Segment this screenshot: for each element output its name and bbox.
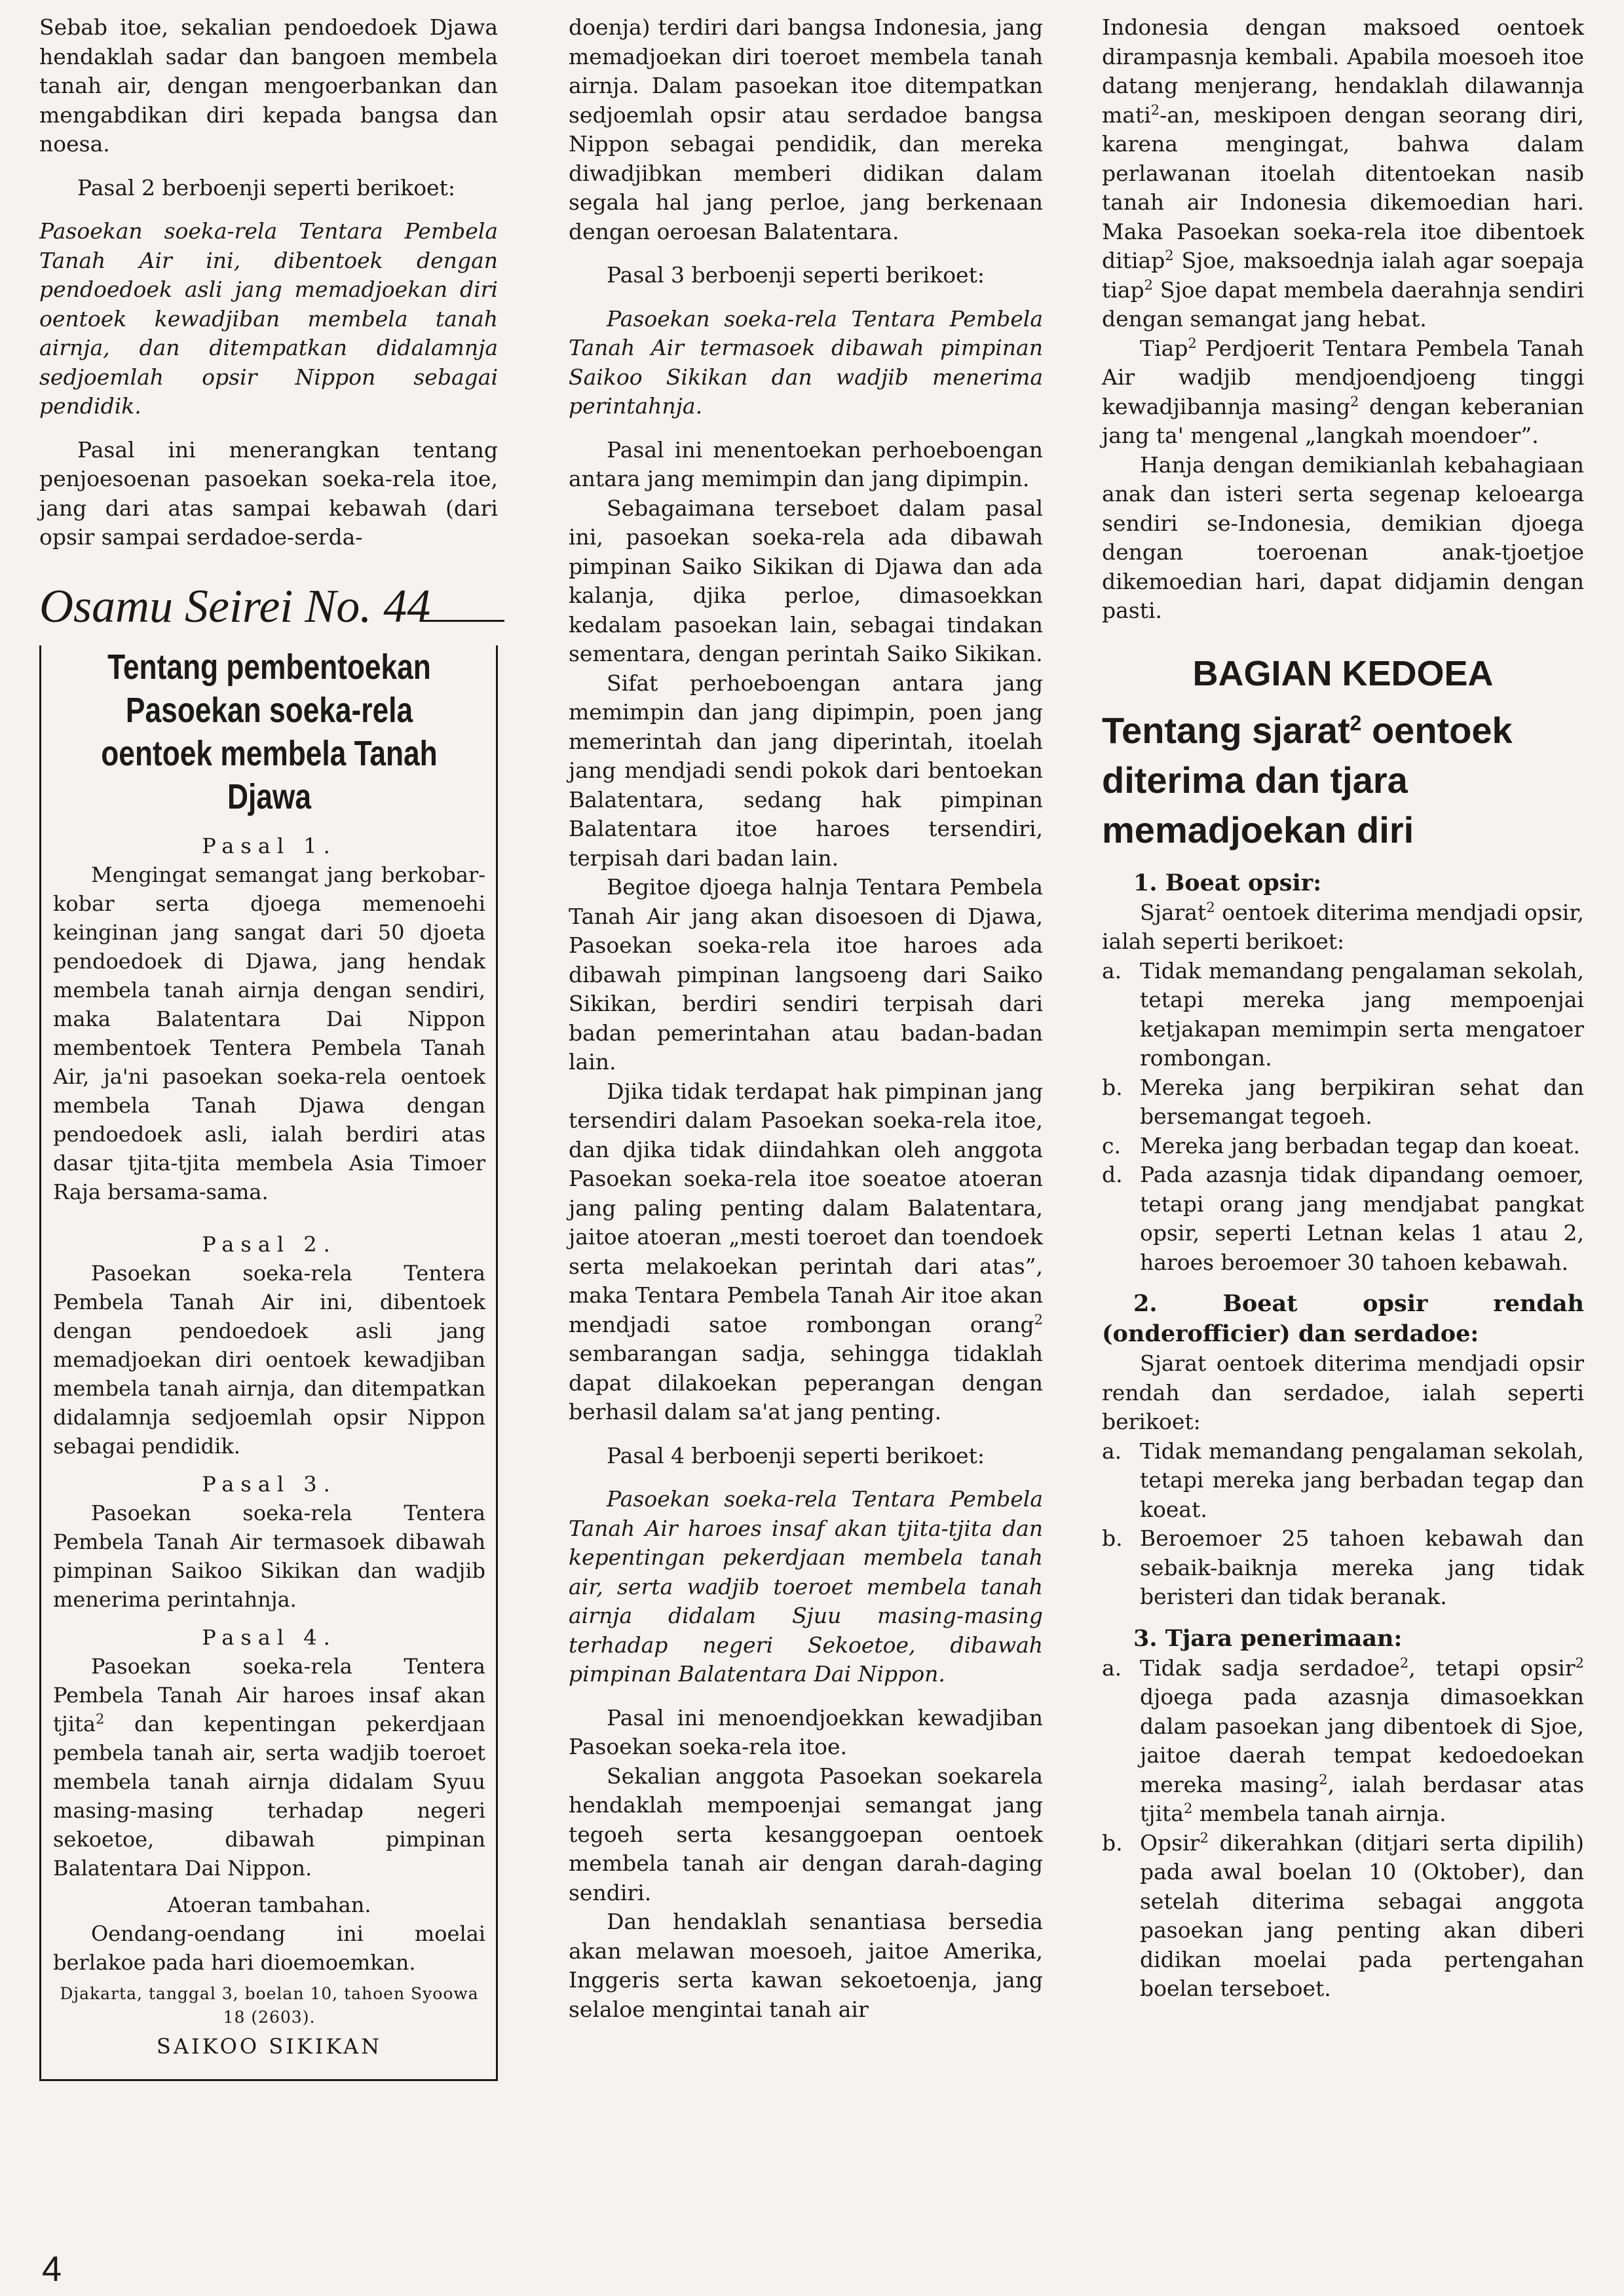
tambahan-label: Atoeran tambahan.	[167, 1892, 371, 1917]
list-text: Mereka jang berpikiran sehat dan bersemangat tegoeh.	[1140, 1074, 1584, 1129]
list-marker: b.	[1102, 1525, 1123, 1551]
pasal-text: Pasoekan soeka-rela Tentera Pembela Tanah Air haroes insaf akan tjita$^2$ dan kepentingan pekerdjaan pembela tanah air, serta wadjib toeroet membela tanah airnja didalam Syuu masing-masing terhadap negeri sekoetoe, dibawah pimpinan Balatentara Dai Nippon.	[53, 1653, 485, 1881]
decree-signature: SAIKOO SIKIKAN	[156, 2033, 383, 2059]
pasal-label: Pasal 1.	[202, 833, 337, 858]
list-item	[1102, 957, 1584, 1073]
paragraph: Djika tidak terdapat hak pimpinan jang tersendiri dalam Pasoekan soeka-rela itoe, dan djika tidak diindahkan oleh anggota Pasoekan soeka-rela itoe soeatoe atoeran jang paling penting dalam Balatentara, jaitoe atoeran „mesti toeroet dan toendoek serta melakoekan perintah dari atas”, maka Tentara Pembela Tanah Air itoe akan mendjadi satoe rombongan orang$^2$ sembarangan sadja, sehingga tidaklah dapat dilakoekan peperangan dengan berhasil dalam sa'at jang penting.	[569, 1078, 1043, 1425]
paragraph: Pasal 2 berboenji seperti berikoet:	[77, 174, 455, 201]
paragraph: Pasal ini menentoekan perhoeboengan antara jang memimpin dan jang dipimpin.	[569, 436, 1043, 491]
list-item	[1102, 1524, 1584, 1612]
paragraph: Indonesia dengan maksoed oentoek dirampasnja kembali. Apabila moesoeh itoe datang menjerang, hendaklah dilawannja mati$^2$-an, meskipoen dengan seorang diri, karena mengingat, bahwa dalam perlawanan itoelah ditentoekan nasib tanah air Indonesia dikemoedian hari. Maka Pasoekan soeka-rela itoe dibentoek ditiap$^2$ Sjoe, maksoednja ialah agar soepaja tiap$^2$ Sjoe dapat membela daerahnja sendiri dengan semangat jang hebat.	[1102, 14, 1584, 332]
pasal-label: Pasal 2.	[202, 1231, 337, 1257]
requirements-list-officer	[1102, 957, 1584, 1278]
list-text: Mereka jang berbadan tegap dan koeat.	[1140, 1132, 1580, 1158]
paragraph: Tiap$^2$ Perdjoerit Tentara Pembela Tanah Air wadjib mendjoendjoeng tinggi kewadjibannja masing$^2$ dengan keberanian jang ta' mengenal „langkah moendoer”.	[1102, 335, 1584, 448]
list-item: b. Opsir$^2$ dikerahkan (ditjari serta dipilih) pada awal boelan 10 (Oktober), dan setelah diterima sebagai anggota pasoekan jang penting akan diberi didikan moelai pada pertengahan boelan terseboet.	[1102, 1829, 1584, 2001]
paragraph: Sebagaimana terseboet dalam pasal ini, pasoekan soeka-rela ada dibawah pimpinan Saiko Sikikan di Djawa dan ada kalanja, djika perloe, dimasoekkan kedalam pasoekan lain, sebagai tindakan sementara, dengan perintah Saiko Sikikan.	[569, 495, 1043, 666]
list-item	[1102, 1160, 1584, 1277]
paragraph: Begitoe djoega halnja Tentara Pembela Tanah Air jang akan disoesoen di Djawa, Pasoekan soeka-rela itoe haroes ada dibawah pimpinan langsoeng dari Saiko Sikikan, berdiri sendiri terpisah dari badan pemerintahan atau badan-badan lain.	[569, 874, 1043, 1075]
list-item	[1102, 1132, 1584, 1161]
decree-heading: Tentang pembentoekan Pasoekan soeka-rela oentoek membela Tanah Djawa	[101, 647, 438, 816]
paragraph: doenja) terdiri dari bangsa Indonesia, jang memadjoekan diri toeroet membela tanah airnja. Dalam pasoekan itoe ditempatkan sedjoemlah opsir atau serdadoe bangsa Nippon sebagai pendidik, dan mereka diwadjibkan memberi didikan dalam segala hal jang perloe, jang berkenaan dengan oeroesan Balatentara.	[569, 14, 1043, 244]
pasal-label: Pasal 3.	[202, 1471, 337, 1497]
list-marker: c.	[1102, 1132, 1121, 1158]
decree-title	[39, 579, 498, 634]
list-item	[1102, 1437, 1584, 1525]
list-marker: a.	[1102, 957, 1122, 984]
section-subtitle: Tentang sjarat$^2$ oentoek diterima dan tjara memadjoekan diri	[1102, 709, 1513, 851]
paragraph: Sjarat oentoek diterima mendjadi opsir rendah dan serdadoe, ialah seperti berikoet:	[1102, 1350, 1584, 1434]
list-text: Tidak memandang pengalaman sekolah, tetapi mereka jang berbadan tegap dan koeat.	[1140, 1438, 1584, 1522]
paragraph: Sjarat$^2$ oentoek diterima mendjadi opsir, ialah seperti berikoet:	[1102, 899, 1584, 954]
title-rule	[421, 620, 504, 622]
decree-title-text: Osamu Seirei No. 44	[39, 579, 431, 632]
decree-date: Djakarta, tanggal 3, boelan 10, tahoen Syoowa 18 (2603).	[60, 1983, 479, 2027]
paragraph: Hanja dengan demikianlah kebahagiaan anak dan isteri serta segenap keloearga sendiri se-Indonesia, demikian djoega dengan toeroenan anak-tjoetjoe dikemoedian hari, dapat didjamin dengan pasti.	[1102, 451, 1584, 623]
paragraph: Pasal ini menoendjoekkan kewadjiban Pasoekan soeka-rela itoe.	[569, 1704, 1043, 1759]
column-2	[569, 13, 1043, 2024]
subsection-title: 3. Tjara penerimaan:	[1133, 1624, 1403, 1652]
requirements-list-soldier	[1102, 1437, 1584, 1612]
paragraph: Sifat perhoeboengan antara jang memimpin dan jang dipimpin, poen jang memerintah dan jang diperintah, itoelah jang mendjadi sendi pokok dari bentoekan Balatentara, sedang hak pimpinan Balatentara itoe haroes tersendiri, terpisah dari badan lain.	[569, 670, 1043, 871]
list-text: Beroemoer 25 tahoen kebawah dan sebaik-baiknja mereka jang tidak beristeri dan tidak beranak.	[1140, 1525, 1584, 1609]
quote-pasal-3: Pasoekan soeka-rela Tentara Pembela Tanah Air termasoek dibawah pimpinan Saikoo Sikikan dan wadjib menerima perintahnja.	[569, 305, 1043, 419]
paragraph: Pasal ini menerangkan tentang penjoesoenan pasoekan soeka-rela itoe, jang dari atas sampai kebawah (dari opsir sampai serdadoe-serda-	[39, 436, 498, 550]
pasal-text: Mengingat semangat jang berkobar-kobar serta djoega memenoehi keinginan jang sangat dari 50 djoeta pendoedoek di Djawa, jang hendak membela tanah airnja dengan sendiri, maka Balatentara Dai Nippon membentoek Tentera Pembela Tanah Air, ja'ni pasoekan soeka-rela oentoek membela Tanah Djawa dengan pendoedoek asli, ialah berdiri atas dasar tjita-tjita membela Asia Timoer Raja bersama-sama.	[53, 862, 485, 1204]
list-text: Tidak memandang pengalaman sekolah, tetapi mereka jang mempoenjai ketjakapan memimpin serta mengatoer rombongan.	[1140, 957, 1584, 1071]
pasal-text: Pasoekan soeka-rela Tentera Pembela Tanah Air termasoek dibawah pimpinan Saikoo Sikikan dan wadjib menerima perintahnja.	[53, 1500, 485, 1612]
tambahan-text: Oendang-oendang ini moelai berlakoe pada hari dioemoemkan.	[53, 1921, 485, 1975]
list-marker: a.	[1102, 1438, 1122, 1464]
column-1	[39, 13, 498, 2081]
pasal-text: Pasoekan soeka-rela Tentera Pembela Tanah Air ini, dibentoek dengan pendoedoek asli jang memadjoekan diri oentoek kewadjiban membela tanah airnja, dan ditempatkan didalamnja sedjoemlah opsir Nippon sebagai pendidik.	[53, 1260, 485, 1459]
decree-box	[39, 645, 498, 2081]
list-text: Pada azasnja tidak dipandang oemoer, tetapi orang jang mendjabat pangkat opsir, seperti Letnan kelas 1 atau 2, haroes beroemoer 30 tahoen kebawah.	[1140, 1162, 1584, 1275]
quote-pasal-2: Pasoekan soeka-rela Tentara Pembela Tanah Air ini, dibentoek dengan pendoedoek asli jang memadjoekan diri oentoek kewadjiban membela tanah airnja, dan ditempatkan didalamnja sedjoemlah opsir Nippon sebagai pendidik.	[39, 218, 498, 419]
subsection-title: 1. Boeat opsir:	[1133, 869, 1322, 896]
paragraph: Sebab itoe, sekalian pendoedoek Djawa hendaklah sadar dan bangoen membela tanah air, dengan mengoerbankan dan mengabdikan diri kepada bangsa dan noesa.	[39, 14, 498, 157]
list-item: a. Tidak sadja serdadoe$^2$, tetapi opsir$^2$ djoega pada azasnja dimasoekkan dalam pasoekan jang dibentoek di Sjoe, jaitoe daerah tempat kedoedoekan mereka masing$^2$, ialah berdasar atas tjita$^2$ membela tanah airnja.	[1102, 1655, 1585, 1826]
paragraph: Pasal 3 berboenji seperti berikoet:	[607, 262, 985, 288]
subsection-title: 2. Boeat opsir rendah (onderofficier) dan serdadoe:	[1102, 1290, 1584, 1347]
paragraph: Sekalian anggota Pasoekan soekarela hendaklah mempoenjai semangat jang tegoeh serta kesanggoepan oentoek membela tanah air dengan darah-daging sendiri.	[569, 1763, 1043, 1905]
pasal-label: Pasal 4.	[202, 1624, 337, 1650]
page-number: 4	[42, 2249, 62, 2289]
list-marker: b.	[1102, 1074, 1123, 1100]
section-heading: BAGIAN KEDOEA	[1192, 653, 1494, 693]
list-item	[1102, 1073, 1584, 1132]
paragraph: Pasal 4 berboenji seperti berikoet:	[607, 1442, 985, 1468]
column-3	[1102, 13, 1584, 2004]
paragraph: Dan hendaklah senantiasa bersedia akan melawan moesoeh, jaitoe Amerika, Inggeris serta kawan sekoetoenja, jang selaloe mengintai tanah air	[569, 1909, 1043, 2022]
list-marker: d.	[1102, 1162, 1123, 1187]
quote-pasal-4: Pasoekan soeka-rela Tentara Pembela Tanah Air haroes insaf akan tjita-tjita dan kepentingan pekerdjaan membela tanah air, serta wadjib toeroet membela tanah airnja didalam Sjuu masing-masing terhadap negeri Sekoetoe, dibawah pimpinan Balatentara Dai Nippon.	[569, 1486, 1043, 1687]
